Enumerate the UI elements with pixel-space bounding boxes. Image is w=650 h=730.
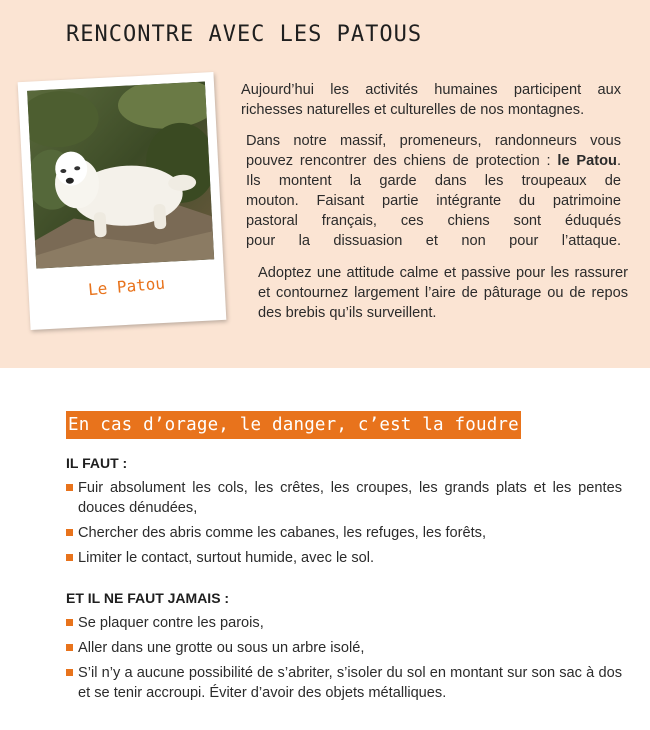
intro-paragraph-2: [246, 131, 621, 251]
intro-line: Dans notre massif, promeneurs, randonneurs vous: [246, 133, 621, 149]
list-item: Limiter le contact, surtout humide, avec le sol.: [66, 548, 622, 568]
list-item: Chercher des abris comme les cabanes, les refuges, les forêts,: [66, 523, 622, 543]
list-item: Aller dans une grotte ou sous un arbre isolé,: [66, 638, 622, 658]
do-heading: IL FAUT :: [66, 455, 128, 471]
list-item: S’il n’y a aucune possibilité de s’abriter, s’isoler du sol en montant sur son sac à dos et se tenir accroupi. Éviter d’avoir des objets métalliques.: [66, 663, 622, 703]
section-title: RENCONTRE AVEC LES PATOUS: [66, 22, 423, 47]
patou-bold: le Patou: [557, 153, 617, 169]
photo-caption: Le Patou: [87, 273, 166, 300]
storm-banner: En cas d’orage, le danger, c’est la foudre: [66, 411, 521, 439]
intro-line: Ils montent la garde dans les troupeaux de: [246, 173, 621, 189]
intro-line: [246, 151, 621, 171]
dont-heading: ET IL NE FAUT JAMAIS :: [66, 590, 230, 606]
patou-bold-suffix: .: [616, 153, 621, 169]
intro-line: mouton. Faisant partie intégrante du patrimoine: [246, 193, 621, 209]
intro-line: pour la dissuasion et non pour l’attaque.: [246, 233, 621, 249]
polaroid-photo: [18, 72, 227, 330]
intro-paragraph-1: Aujourd’hui les activités humaines participent aux richesses naturelles et culturelles de nos montagnes.: [241, 82, 621, 118]
list-item: Fuir absolument les cols, les crêtes, les croupes, les grands plats et les pentes douces dénudées,: [66, 478, 622, 518]
intro-line-text: pouvez rencontrer des chiens de protection :: [246, 153, 558, 169]
list-item: Se plaquer contre les parois,: [66, 613, 622, 633]
intro-line: pastoral français, ces chiens sont éduqués: [246, 213, 621, 229]
intro-paragraph-3: Adoptez une attitude calme et passive pour les rassurer et contournez largement l’aire de pâturage ou de repos des brebis qu’ils surveillent.: [258, 265, 628, 321]
dog-photo: [27, 81, 214, 268]
dont-list: [66, 613, 622, 708]
do-list: [66, 478, 622, 573]
